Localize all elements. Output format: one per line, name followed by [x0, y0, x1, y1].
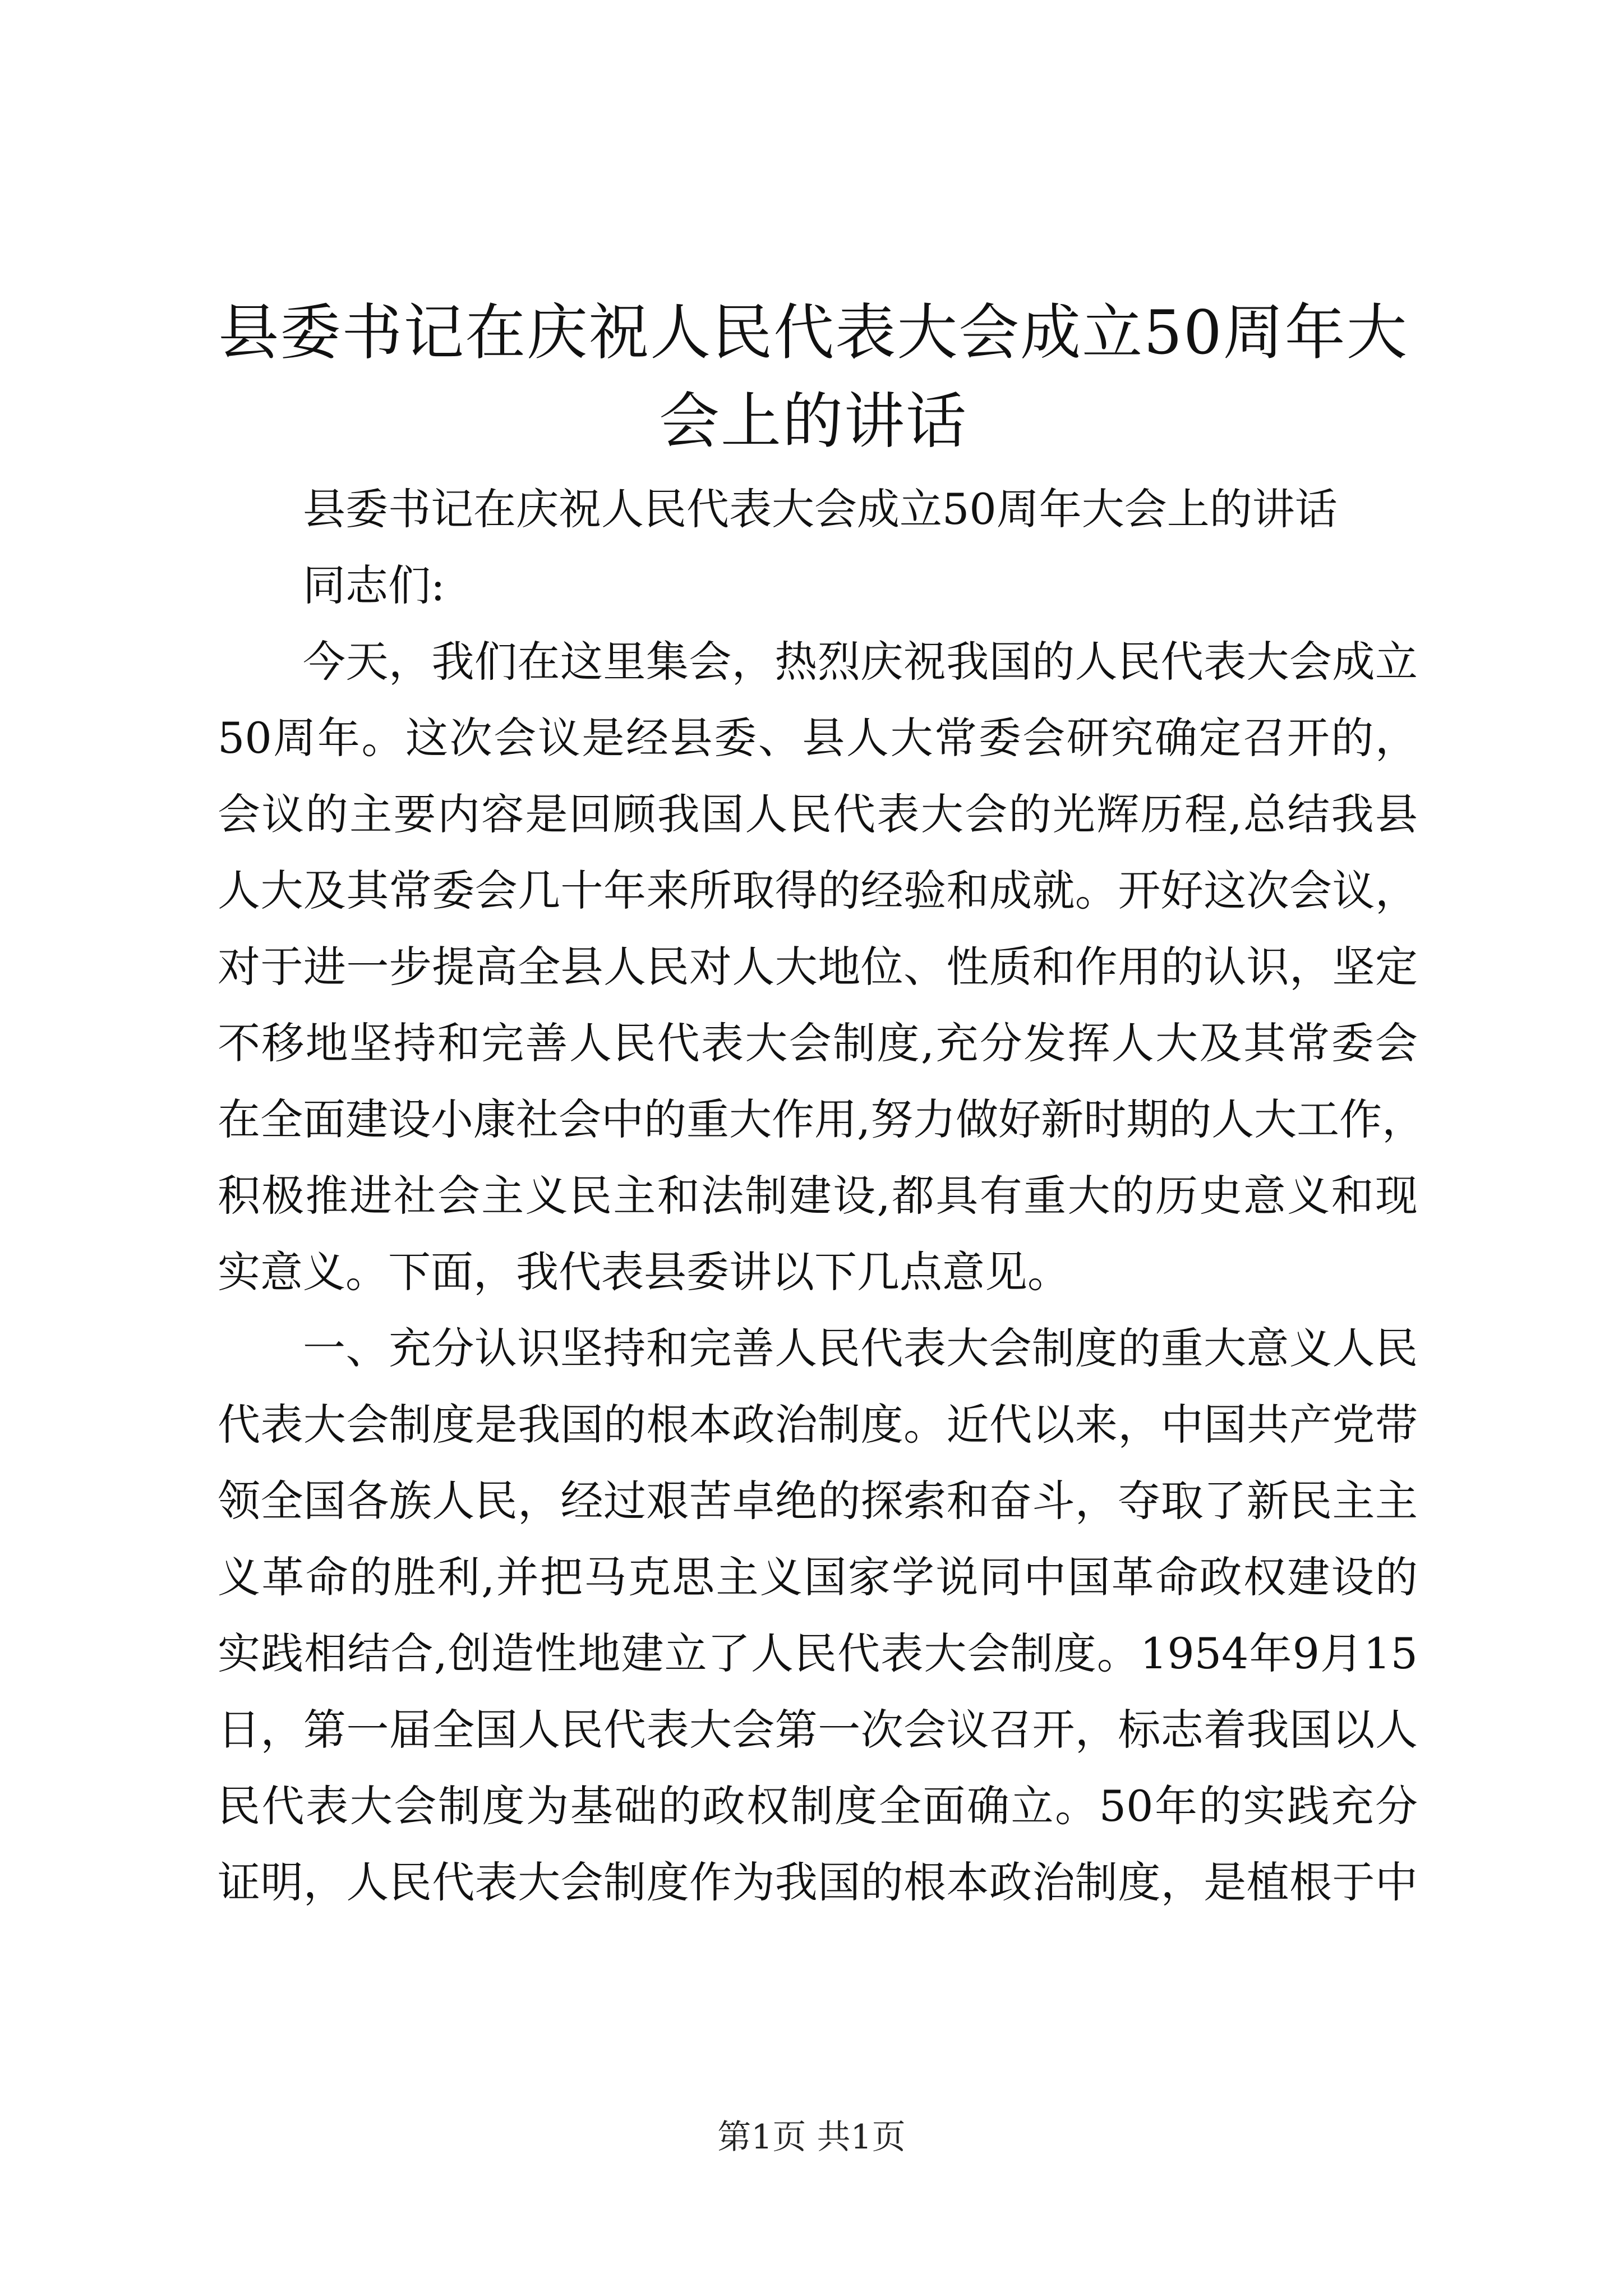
- paragraph-2-line: 代表大会制度是我国的根本政治制度。近代以来，中国共产党带: [218, 1400, 1418, 1450]
- document-body: [218, 471, 1425, 1921]
- paragraph-1-line: 50周年。这次会议是经县委、县人大常委会研究确定召开的，: [218, 713, 1418, 763]
- paragraph-1-line: 今天，我们在这里集会，热烈庆祝我国的人民代表大会成立: [303, 637, 1418, 687]
- document-title: [213, 289, 1413, 466]
- title-line-1: 县委书记在庆祝人民代表大会成立50周年大: [218, 298, 1408, 368]
- paragraph-2-line: 实践相结合,创造性地建立了人民代表大会制度。1954年9月15: [218, 1628, 1418, 1678]
- paragraph-1-line: 积极推进社会主义民主和法制建设,都具有重大的历史意义和现: [218, 1171, 1418, 1221]
- paragraph-2-line: 领全国各族人民，经过艰苦卓绝的探索和奋斗，夺取了新民主主: [218, 1476, 1418, 1526]
- paragraph-2-line: 日，第一届全国人民代表大会第一次会议召开，标志着我国以人: [218, 1705, 1418, 1755]
- paragraph-2-line: 一、充分认识坚持和完善人民代表大会制度的重大意义人民: [303, 1323, 1418, 1373]
- paragraph-1-line: 人大及其常委会几十年来所取得的经验和成就。开好这次会议，: [218, 866, 1418, 915]
- paragraph-1-line: 会议的主要内容是回顾我国人民代表大会的光辉历程,总结我县: [218, 789, 1418, 839]
- subtitle: 县委书记在庆祝人民代表大会成立50周年大会上的讲话: [303, 484, 1338, 534]
- title-line-2: 会上的讲话: [658, 386, 967, 457]
- paragraph-1-line: 实意义。下面，我代表县委讲以下几点意见。: [218, 1247, 1070, 1297]
- salutation: 同志们:: [303, 560, 445, 610]
- paragraph-2-line: 证明，人民代表大会制度作为我国的根本政治制度，是植根于中: [218, 1857, 1418, 1907]
- paragraph-2-line: 义革命的胜利,并把马克思主义国家学说同中国革命政权建设的: [218, 1552, 1418, 1602]
- page-footer: 第1页 共1页: [717, 2118, 906, 2157]
- paragraph-1-line: 不移地坚持和完善人民代表大会制度,充分发挥人大及其常委会: [218, 1018, 1418, 1068]
- paragraph-1-line: 对于进一步提高全县人民对人大地位、性质和作用的认识，坚定: [218, 942, 1418, 992]
- paragraph-1-line: 在全面建设小康社会中的重大作用,努力做好新时期的人大工作，: [218, 1094, 1425, 1144]
- paragraph-2-line: 民代表大会制度为基础的政权制度全面确立。50年的实践充分: [218, 1781, 1418, 1831]
